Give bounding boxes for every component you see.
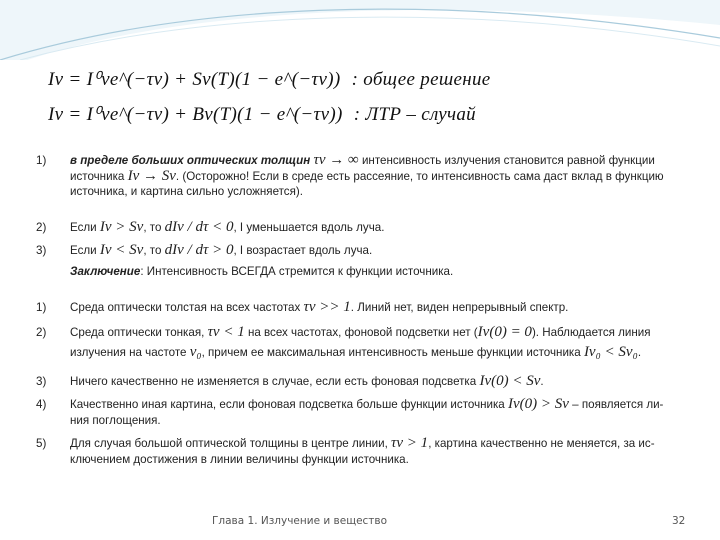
item-text: , то: [143, 244, 162, 257]
item-text: излучения на частоте: [70, 345, 187, 359]
formula-lte: [48, 103, 476, 126]
item-text: источника, и картина сильно усложняется).: [70, 185, 303, 198]
item-text: Качественно иная картина, если фоновая подсветка больше функции источника: [70, 398, 505, 411]
item-math: dIν / dτ > 0: [164, 242, 234, 258]
conclusion-text: : Интенсивность ВСЕГДА стремится к функции источника.: [140, 265, 454, 278]
list-number: 2): [36, 221, 47, 234]
page-number: 32: [672, 515, 686, 527]
formula-general: [48, 68, 490, 91]
formula-general-note: : общее решение: [351, 69, 491, 90]
list-number: 2): [36, 326, 47, 339]
conclusion: [36, 264, 708, 282]
list-item: [36, 300, 708, 318]
item-math: Iν > Sν: [99, 219, 144, 235]
list-item: [36, 243, 708, 261]
item-text: интенсивность излучения становится равной функции: [361, 154, 655, 167]
item-text: , I возрастает вдоль луча.: [233, 244, 373, 257]
item-math: dIν / dτ < 0: [164, 219, 234, 235]
list-item: [36, 374, 708, 392]
item-text: источника: [70, 169, 125, 183]
item-math: Iν₀ < Sν₀: [583, 343, 638, 360]
item-text: , картина качественно не меняется, за ис-: [428, 437, 655, 450]
formula-lte-math: Iν = I⁰νe^(−τν) + Bν(T)(1 − e^(−τν)): [48, 104, 343, 125]
item-math: Iν(0) = 0: [477, 324, 532, 340]
item-text: .: [637, 345, 642, 359]
item-text: Среда оптически толстая на всех частотах: [70, 301, 301, 314]
item-text: Если: [70, 221, 97, 234]
item-math: ν₀: [189, 343, 202, 360]
footer-chapter: Глава 1. Излучение и вещество: [212, 515, 388, 527]
item-text: . Линий нет, виден непрерывный спектр.: [350, 301, 569, 314]
list-item: [36, 220, 708, 238]
item-text: , то: [143, 221, 162, 234]
list-number: 1): [36, 154, 47, 167]
conclusion-label: Заключение: [70, 265, 141, 278]
list-item: [36, 436, 708, 470]
item-text: ключением достижения в линии величины функции источника.: [70, 452, 409, 466]
item-text: ния поглощения.: [70, 413, 161, 427]
item-math: τν > 1: [391, 435, 429, 451]
item-text: .: [540, 375, 544, 388]
list-item: [36, 153, 708, 203]
list-number: 5): [36, 437, 47, 450]
item-text: . (Осторожно! Если в среде есть рассеяние, то интенсивность сама даст вклад в функцию: [175, 169, 664, 183]
list-number: 4): [36, 398, 47, 411]
list-item: [36, 325, 708, 365]
item-math: τν → ∞: [313, 152, 359, 168]
item-lead: в пределе больших оптических толщин: [70, 154, 311, 167]
item-text: – появляется ли-: [572, 398, 664, 411]
item-math: Iν < Sν: [99, 242, 144, 258]
formula-general-math: Iν = I⁰νe^(−τν) + Sν(T)(1 − e^(−τν)): [48, 69, 341, 90]
item-text: Для случая большой оптической толщины в центре линии,: [70, 437, 388, 450]
item-text: , I уменьшается вдоль луча.: [233, 221, 385, 234]
item-math: Iν(0) < Sν: [479, 373, 541, 389]
item-math: Iν(0) > Sν: [508, 396, 569, 412]
item-text: , причем ее максимальная интенсивность меньше функции источника: [201, 345, 581, 359]
list-number: 3): [36, 375, 47, 388]
list-number: 3): [36, 244, 47, 257]
list-item: [36, 397, 708, 431]
item-text: Среда оптически тонкая,: [70, 326, 205, 339]
item-text: Ничего качественно не изменяется в случае, если есть фоновая подсветка: [70, 375, 477, 388]
list-number: 1): [36, 301, 47, 314]
item-math: τν >> 1: [303, 299, 351, 315]
formula-lte-note: : ЛТР – случай: [353, 104, 476, 125]
item-math: τν < 1: [207, 324, 245, 340]
item-text: Если: [70, 244, 97, 257]
header-decoration: [0, 0, 720, 60]
item-text: ). Наблюдается линия: [531, 326, 651, 339]
item-text: на всех частотах, фоновой подсветки нет (: [247, 326, 478, 339]
item-math: Iν → Sν: [127, 167, 176, 184]
